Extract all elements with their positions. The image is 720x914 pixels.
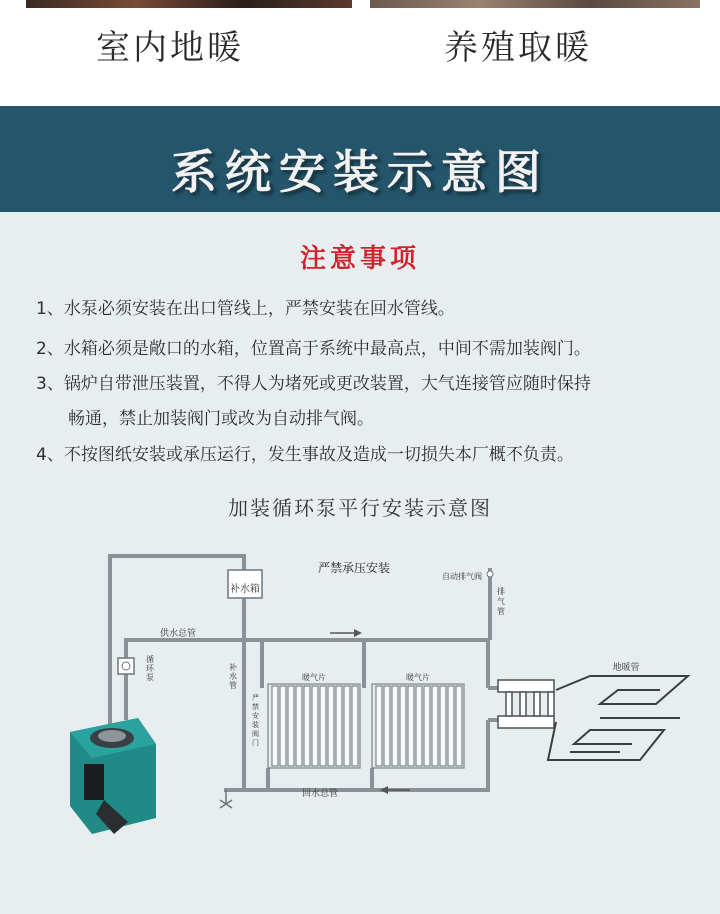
radiator-fin [376, 686, 382, 766]
radiator-2-label: 暖气片 [406, 673, 430, 682]
radiator-fin [280, 686, 286, 766]
auto-vent-label: 自动排气阀 [442, 572, 482, 581]
circulation-pump [118, 658, 134, 674]
makeup-pipe-label: 补水管 [229, 663, 237, 690]
boiler [70, 718, 156, 834]
diagram-title: 加装循环泵平行安装示意图 [228, 496, 492, 520]
caption-farm-heating: 养殖取暖 [444, 28, 592, 68]
radiator-fin [440, 686, 446, 766]
no-valve-label: 严禁安装阀门 [252, 694, 259, 747]
radiator-fin [392, 686, 398, 766]
notice-item-2: 2、水箱必须是敞口的水箱，位置高于系统中最高点，中间不需加装阀门。 [36, 339, 591, 359]
radiator-fin [288, 686, 294, 766]
radiator-fin [424, 686, 430, 766]
radiator-fin [432, 686, 438, 766]
floor-heating-coil [548, 676, 688, 760]
radiator-1 [268, 684, 360, 768]
radiator-fin [304, 686, 310, 766]
notice-item-3-cont: 畅通，禁止加装阀门或改为自动排气阀。 [68, 409, 374, 429]
tank-label: 补水箱 [230, 584, 260, 595]
radiator-2 [372, 684, 464, 768]
drain-valve [220, 790, 232, 808]
notice-item-1: 1、水泵必须安装在出口管线上，严禁安装在回水管线。 [36, 299, 455, 319]
radiator-fin [384, 686, 390, 766]
pump-label: 循环泵 [146, 655, 154, 682]
auto-vent-valve [487, 571, 493, 577]
radiator-fin [328, 686, 334, 766]
radiator-fin [448, 686, 454, 766]
vent-pipe-label: 排气管 [497, 587, 505, 616]
installation-diagram [0, 540, 720, 914]
radiator-fin [352, 686, 358, 766]
radiator-fin [320, 686, 326, 766]
section-title: 系统安装示意图 [171, 145, 549, 199]
radiator-fin [344, 686, 350, 766]
notice-title: 注意事项 [299, 244, 420, 274]
radiator-fin [416, 686, 422, 766]
radiator-fin [312, 686, 318, 766]
radiator-fin [272, 686, 278, 766]
radiator-fin [296, 686, 302, 766]
radiator-fin [456, 686, 462, 766]
photo-indoor-heating [26, 0, 352, 8]
radiator-fin [336, 686, 342, 766]
notice-item-4: 4、不按图纸安装或承压运行，发生事故及造成一切损失本厂概不负责。 [36, 445, 574, 465]
caption-indoor-heating: 室内地暖 [96, 28, 244, 68]
notice-item-3: 3、锅炉自带泄压装置，不得人为堵死或更改装置，大气连接管应随时保持 [36, 374, 591, 394]
radiator-fin [408, 686, 414, 766]
floor-heating-label: 地暖管 [612, 663, 640, 673]
warning-label: 严禁承压安装 [317, 561, 391, 575]
photo-farm-heating [370, 0, 700, 8]
return-main-label: 回水总管 [302, 789, 339, 799]
radiator-1-label: 暖气片 [302, 673, 326, 682]
radiator-fin [400, 686, 406, 766]
supply-main-label: 供水总管 [160, 629, 197, 639]
manifold [498, 680, 554, 728]
left-riser-pipe [110, 556, 244, 740]
